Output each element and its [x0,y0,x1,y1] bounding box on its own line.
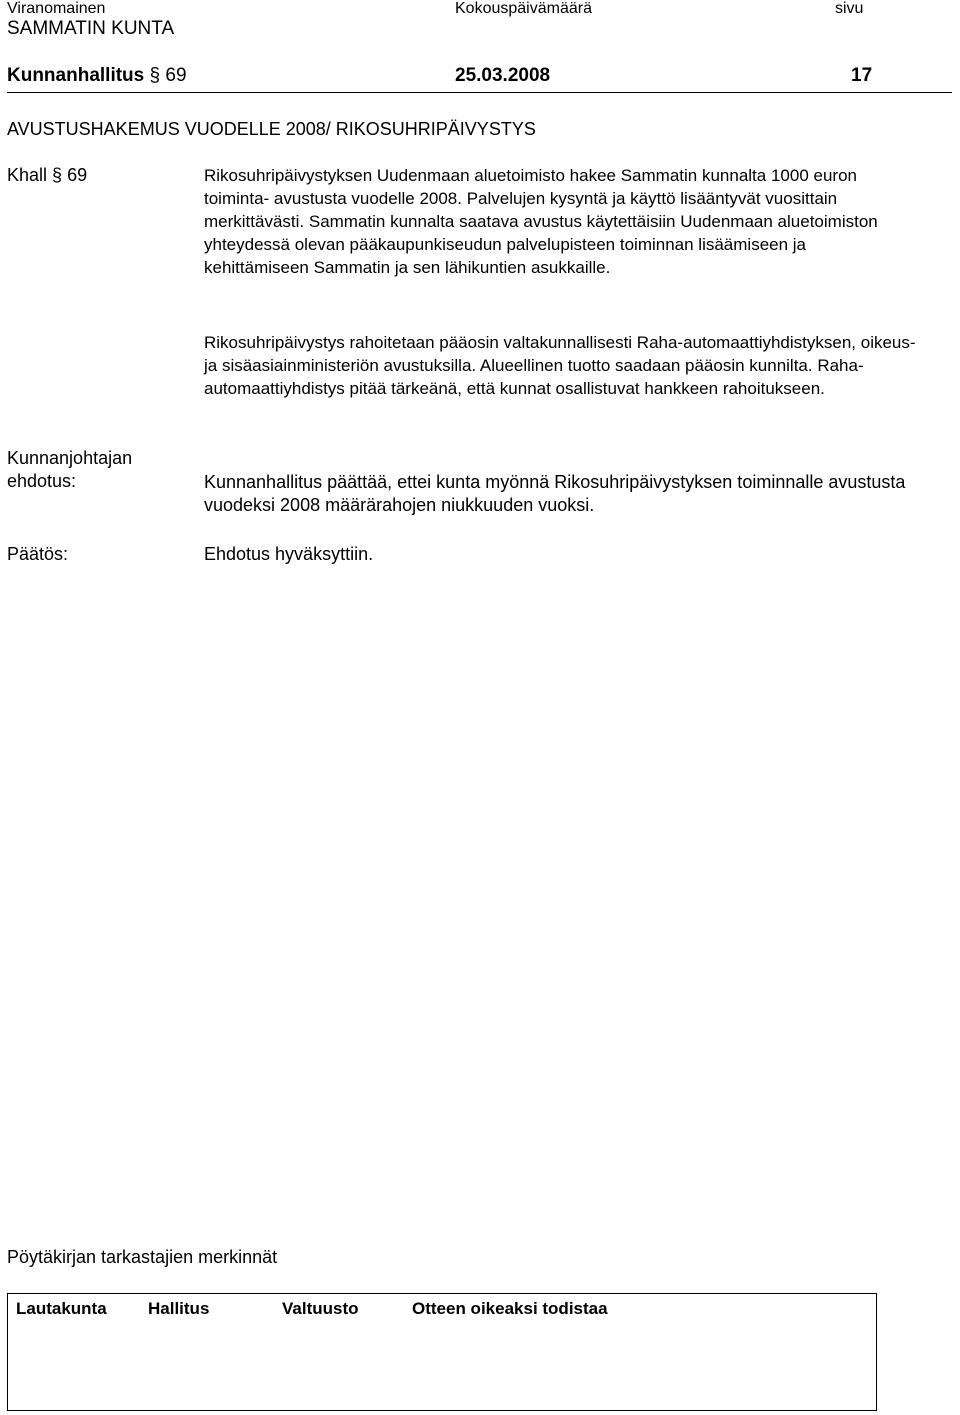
header-divider [7,92,952,93]
column-hallitus: Hallitus [148,1299,210,1318]
column-lautakunta: Lautakunta [16,1299,107,1318]
column-certified: Otteen oikeaksi todistaa [412,1299,608,1318]
case-paragraph-2: Rikosuhripäivystys rahoitetaan pääosin valtakunnallisesti Raha-automaattiyhdistyksen, oikeus- ja sisäasiainministeriön avustuksilla. Alueellinen tuotto saadaan pääosin kunnilta. Raha-automaattiyhdistys pitää tärkeänä, että kunnat osallistuvat hankkeen rahoitukseen. [204,333,916,398]
column-valtuusto: Valtuusto [282,1299,359,1318]
case-ref-number: 69 [67,165,88,185]
proposal-text: Kunnanhallitus päättää, ettei kunta myönnä Rikosuhripäivystyksen toiminnalle avustusta vuodeksi 2008 määrärahojen niukkuuden vuoksi. [204,472,906,515]
proposal-label-line2: ehdotus: [7,471,77,491]
decision-label: Päätös: [7,544,69,564]
inspectors-label: Pöytäkirjan tarkastajien merkinnät [7,1247,278,1267]
meeting-body [7,64,187,88]
page-number: 17 [851,65,873,86]
case-reference [7,164,87,187]
case-ref-label: Khall [7,165,48,185]
organization-name: SAMMATIN KUNTA [7,18,175,39]
signature-table [7,1293,877,1411]
matter-title: AVUSTUSHAKEMUS VUODELLE 2008/ RIKOSUHRIPÄIVYSTYS [7,119,536,139]
case-ref-symbol: § [52,165,63,185]
proposal-label [7,447,132,493]
proposal-label-line1: Kunnanjohtajan [7,448,133,468]
case-paragraph-1: Rikosuhripäivystyksen Uudenmaan aluetoimisto hakee Sammatin kunnalta 1000 euron toiminta- avustusta vuodelle 2008. Palvelujen kysyntä ja käyttö lisääntyvät vuosittain merkittävästi. Sammatin kunnalta saatava avustus käytettäisiin Uudenmaan aluetoimiston yhteydessä olevan pääkaupunkiseudun palvelupisteen toiminnan lisäämiseen ja kehittämiseen Sammatin ja sen lähikuntien asukkaille. [204,166,878,277]
meeting-body-name: Kunnanhallitus [7,65,145,86]
decision-text: Ehdotus hyväksyttiin. [204,544,374,564]
page-label: sivu [835,0,864,17]
section-number: 69 [165,65,187,86]
meeting-date-label: Kokouspäivämäärä [455,0,592,17]
section-symbol: § [149,65,161,86]
meeting-date: 25.03.2008 [455,65,551,86]
authority-label: Viranomainen [7,0,106,17]
